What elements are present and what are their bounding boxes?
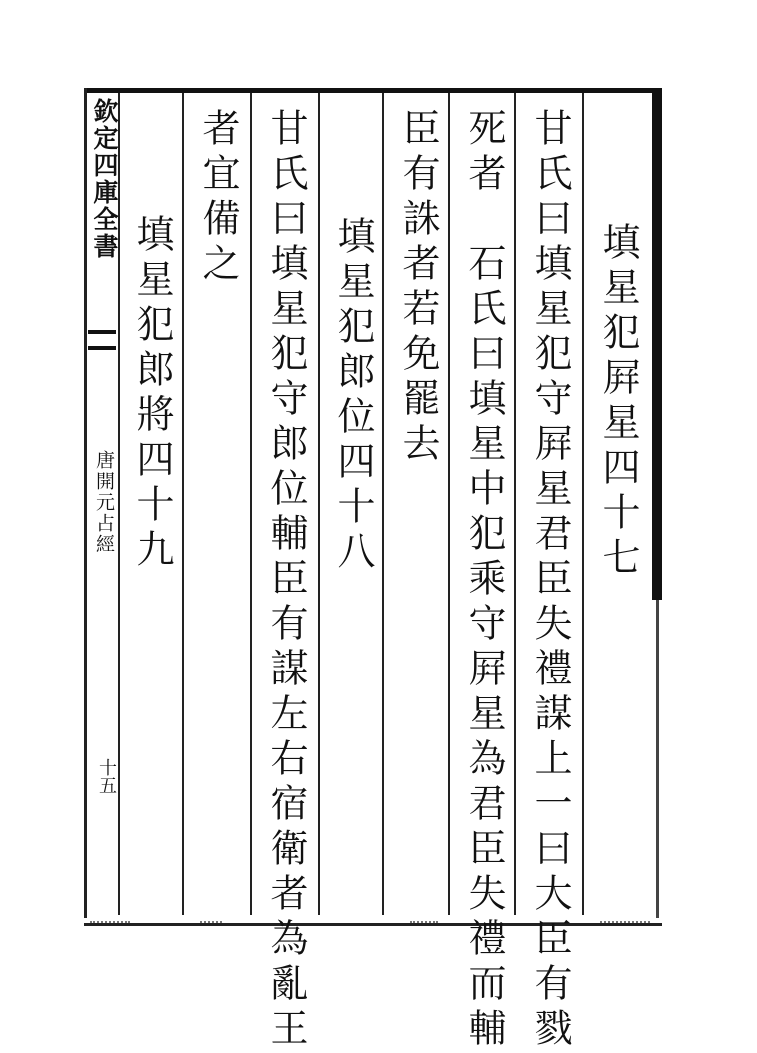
fish-tail-mark [88,330,116,350]
text-column-5: 填星犯郎位四十八 [331,216,375,576]
column-rule [448,93,450,915]
column-rule [382,93,384,915]
frame-right-border-lower [656,600,659,918]
column-rule [582,93,584,915]
text-column-8: 填星犯郎將四十九 [130,214,174,574]
column-rule [182,93,184,915]
frame-right-border [652,88,662,600]
book-title: 唐開元占經 [93,450,115,555]
scan-speckle [90,921,130,927]
text-column-4: 臣有誅者若免罷去 [396,108,440,468]
text-column-6: 甘氏曰填星犯守郎位輔臣有謀左右宿衛者為亂王 [264,108,308,1053]
scan-speckle [200,921,222,927]
text-column-7: 者宜備之 [196,108,240,288]
text-column-3: 死者 石氏曰填星中犯乘守屛星為君臣失禮而輔 [462,108,506,1053]
text-column-2: 甘氏曰填星犯守屛星君臣失禮謀上一曰大臣有戮 [528,108,572,1053]
column-rule [318,93,320,915]
scan-speckle [600,921,650,927]
text-column-1: 填星犯屛星四十七 [596,222,640,582]
column-rule [514,93,516,915]
edition-title: 欽定四庫全書 [90,98,119,260]
frame-left-border [84,88,87,918]
page-number: 十五 [96,758,117,794]
column-rule [250,93,252,915]
scan-speckle [410,921,438,927]
